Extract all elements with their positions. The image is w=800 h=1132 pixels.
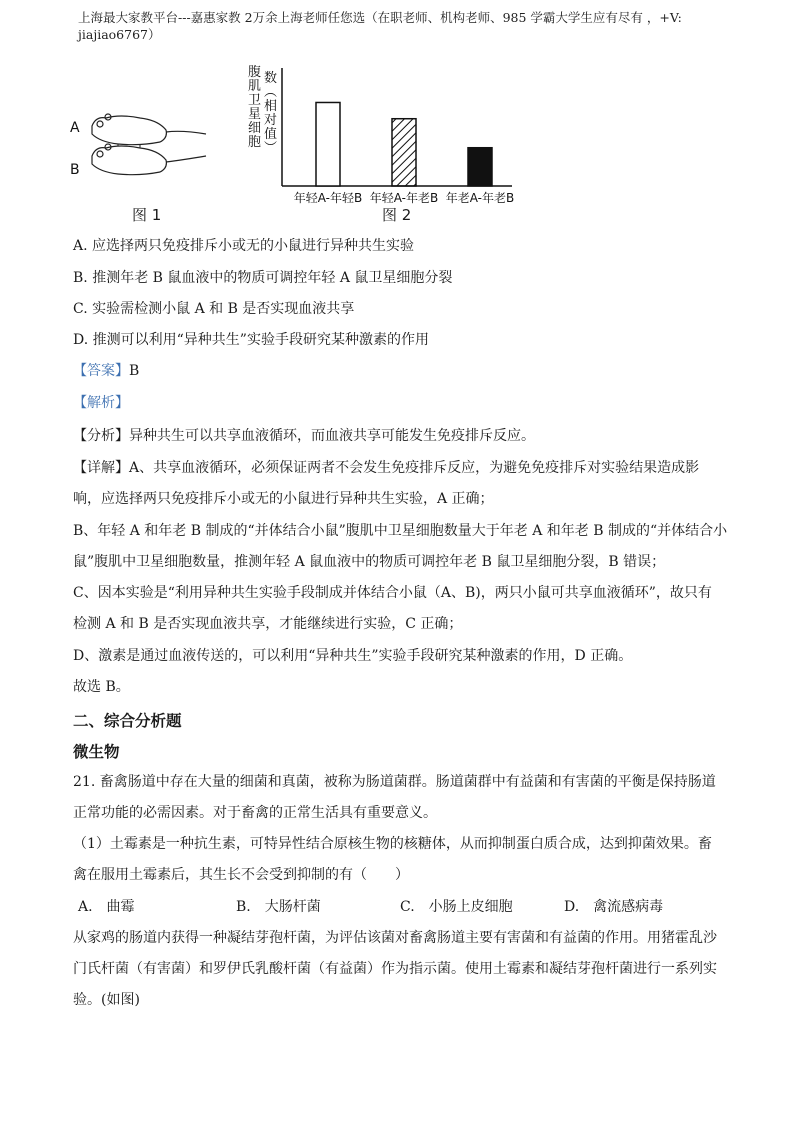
analysis-heading	[73, 393, 129, 413]
mouse-a-icon	[92, 114, 206, 145]
xiangjie-line-2: 响，应选择两只免疫排斥小或无的小鼠进行异种共生实验，A 正确；	[73, 491, 494, 507]
header-line-1: 上海最大家教平台---嘉惠家教 2万余上海老师任您选（在职老师、机构老师、985 学霸大学生应有尽有 ，+V:	[78, 10, 682, 25]
answer-tag: 【答案】	[73, 363, 129, 379]
answer-line	[73, 361, 139, 381]
option-b: B. 推测年老 B 鼠血液中的物质可调控年轻 A 鼠卫星细胞分裂	[73, 270, 453, 286]
bar-3	[468, 148, 492, 186]
option-d: D. 推测可以利用“异种共生”实验手段研究某种激素的作用	[73, 332, 429, 348]
header-line-2: jiajiao6767）	[78, 27, 161, 42]
bar-1	[316, 102, 340, 186]
choice-a: A. 曲霉	[78, 899, 135, 915]
x-tick-label-1: 年轻A-年轻B	[293, 191, 363, 205]
x-tick-label-3: 年老A-年老B	[445, 191, 515, 205]
q21-material-line-1: 从家鸡的肠道内获得一种凝结芽孢杆菌，为评估该菌对畜禽肠道主要有害菌和有益菌的作用。用猪霍乱沙	[73, 930, 717, 946]
x-tick-label-2: 年轻A-年老B	[369, 191, 439, 205]
answer-value: B	[129, 363, 140, 379]
fenxi-text: 异种共生可以共享血液循环，而血液共享可能发生免疫排斥反应。	[129, 428, 535, 444]
fenxi-line	[73, 426, 535, 446]
analysis-tag: 【解析】	[73, 395, 129, 411]
choice-b: B. 大肠杆菌	[236, 899, 321, 915]
xiangjie-line-4: 鼠”腹肌中卫星细胞数量，推测年轻 A 鼠血液中的物质可调控年老 B 鼠卫星细胞分裂，B 错误；	[73, 554, 666, 570]
conclusion-line: 故选 B。	[73, 679, 130, 695]
bar-2	[392, 119, 416, 186]
fenxi-tag: 【分析】	[73, 428, 129, 444]
xiangjie-text-1: A、共享血液循环，必须保证两者不会发生免疫排斥反应，为避免免疫排斥对实验结果造成影	[129, 460, 700, 476]
xiangjie-line-5: C、因本实验是“利用异种共生实验手段制成并体结合小鼠（A、B)，两只小鼠可共享血液循环”，故只有	[73, 585, 712, 601]
option-c: C. 实验需检测小鼠 A 和 B 是否实现血液共享	[73, 301, 355, 317]
xiangjie-line-7: D、激素是通过血液传送的，可以利用“异种共生”实验手段研究某种激素的作用，D 正确。	[73, 648, 633, 664]
figure2-caption: 图 2	[382, 206, 412, 224]
choice-c: C. 小肠上皮细胞	[400, 899, 513, 915]
xiangjie-line-6: 检测 A 和 B 是否实现血液共享，才能继续进行实验，C 正确；	[73, 616, 463, 632]
q21-choices	[78, 896, 698, 918]
q21-part1-line-1: （1）土霉素是一种抗生素，可特异性结合原核生物的核糖体，从而抑制蛋白质合成，达到抑菌效果。畜	[73, 836, 712, 852]
figure1-caption: 图 1	[132, 206, 162, 224]
q21-part1-line-2: 禽在服用土霉素后，其生长不会受到抑制的有（ ）	[73, 867, 409, 883]
mouse-a-label: A	[70, 120, 80, 136]
q21-material-line-3: 验。(如图)	[73, 992, 140, 1008]
q21-line-2: 正常功能的必需因素。对于畜禽的正常生活具有重要意义。	[73, 805, 437, 821]
option-a: A. 应选择两只免疫排斥小或无的小鼠进行异种共生实验	[73, 238, 415, 254]
xiangjie-line-3: B、年轻 A 和年老 B 制成的“并体结合小鼠”腹肌中卫星细胞数量大于年老 A 和年老 B 制成的“并体结合小	[73, 523, 728, 539]
section-title: 二、综合分析题	[73, 712, 182, 730]
figure-area	[60, 62, 540, 232]
q21-material-line-2: 门氏杆菌（有害菌）和罗伊氏乳酸杆菌（有益菌）作为指示菌。使用土霉素和凝结芽孢杆菌进行一系列实	[73, 961, 717, 977]
xiangjie-tag: 【详解】	[73, 460, 129, 476]
page-header	[78, 9, 738, 43]
mouse-b-label: B	[70, 162, 80, 178]
choice-d: D. 禽流感病毒	[564, 899, 664, 915]
q21-line-1: 21. 畜禽肠道中存在大量的细菌和真菌，被称为肠道菌群。肠道菌群中有益菌和有害菌的平衡是保持肠道	[73, 774, 716, 790]
parabiotic-mice-figure	[70, 104, 220, 194]
satellite-cell-bar-chart	[240, 62, 540, 207]
y-axis-label: 腹肌卫星细胞数︵相对值︶	[248, 65, 278, 156]
section-subtitle: 微生物	[73, 743, 120, 761]
xiangjie-line-1	[73, 458, 699, 478]
mouse-b-icon	[92, 144, 206, 175]
